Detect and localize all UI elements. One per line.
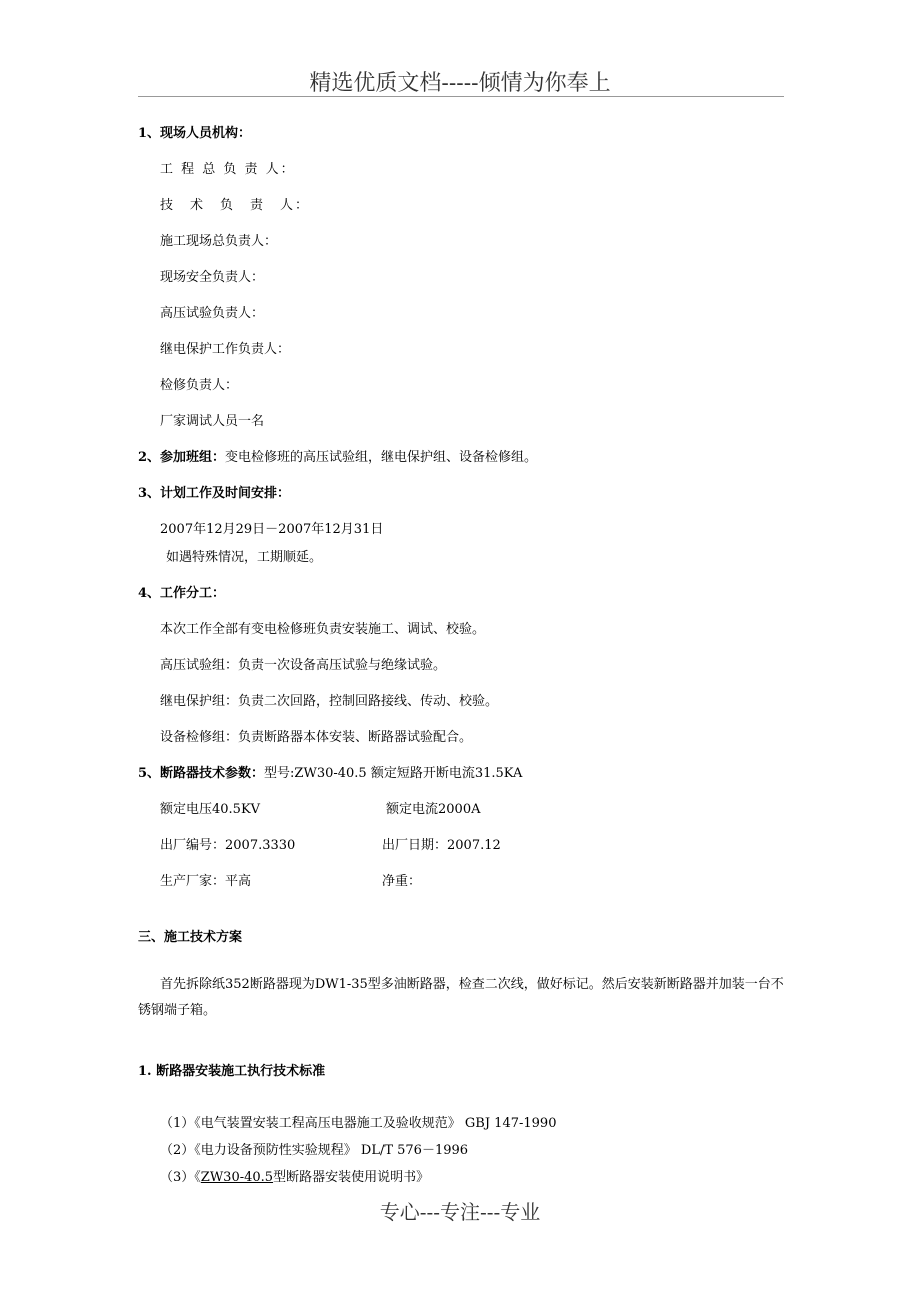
serial-number: 出厂编号：2007.3330 (160, 838, 296, 853)
manufacturer: 生产厂家：平高 (160, 874, 252, 889)
section-2-text: 变电检修班的高压试验组，继电保护组、设备检修组。 (225, 450, 538, 465)
standard-ref: （2）《电力设备预防性实验规程》 DL/T 576－1996 (160, 1143, 469, 1158)
role-line: 技 术 负 责 人： (160, 198, 311, 213)
section-5-title: 5、断路器技术参数： (138, 766, 265, 781)
role-line: 高压试验负责人： (160, 306, 265, 321)
standard-ref (160, 1166, 429, 1185)
rated-voltage: 额定电压40.5KV (160, 802, 261, 817)
duty-line: 高压试验组：负责一次设备高压试验与绝缘试验。 (160, 658, 447, 673)
role-line: 施工现场总负责人： (160, 234, 278, 249)
schedule-note: 如遇特殊情况，工期顺延。 (166, 550, 323, 565)
section-2-title: 2、参加班组： (138, 450, 226, 465)
role-line: 继电保护工作负责人： (160, 342, 291, 357)
duty-line: 设备检修组：负责断路器本体安装、断路器试验配合。 (160, 730, 473, 745)
duty-line: 本次工作全部有变电检修班负责安装施工、调试、校验。 (160, 622, 486, 637)
standard-ref: （1）《电气装置安装工程高压电器施工及验收规范》 GBJ 147-1990 (160, 1116, 557, 1131)
manufacture-date: 出厂日期：2007.12 (382, 838, 501, 853)
role-line: 检修负责人： (160, 378, 239, 393)
section-3-title: 3、计划工作及时间安排： (138, 486, 291, 501)
section-1-title: 1、现场人员机构： (138, 126, 252, 141)
page-footer: 专心---专注---专业 (379, 1200, 541, 1224)
duty-line: 继电保护组：负责二次回路，控制回路接线、传动、校验。 (160, 694, 499, 709)
role-line: 现场安全负责人： (160, 270, 265, 285)
net-weight: 净重： (382, 874, 422, 889)
section-4-title: 4、工作分工： (138, 586, 226, 601)
header-rule (138, 96, 784, 97)
rated-current: 额定电流2000A (386, 802, 481, 817)
schedule-date: 2007年12月29日－2007年12月31日 (160, 522, 384, 537)
ref3-suffix: 型断路器安装使用说明书》 (273, 1170, 430, 1185)
page-header: 精选优质文档-----倾情为你奉上 (309, 71, 611, 96)
section-5 (138, 762, 522, 781)
role-line: 厂家调试人员一名 (160, 414, 265, 429)
section-2 (138, 446, 537, 465)
ref3-prefix: （3）《 (160, 1170, 201, 1185)
ref3-model: ZW30-40.5 (200, 1170, 274, 1185)
role-line: 工 程 总 负 责 人： (160, 162, 296, 177)
section-3-plan-title: 三、施工技术方案 (138, 930, 243, 945)
standards-title: 1. 断路器安装施工执行技术标准 (138, 1064, 326, 1079)
plan-paragraph: 首先拆除纸352断路器现为DW1-35型多油断路器，检查二次线，做好标记。然后安装新断路器并加装一台不锈钢端子箱。 (138, 977, 784, 1018)
section-5-model: 型号:ZW30-40.5 额定短路开断电流31.5KA (264, 766, 523, 781)
